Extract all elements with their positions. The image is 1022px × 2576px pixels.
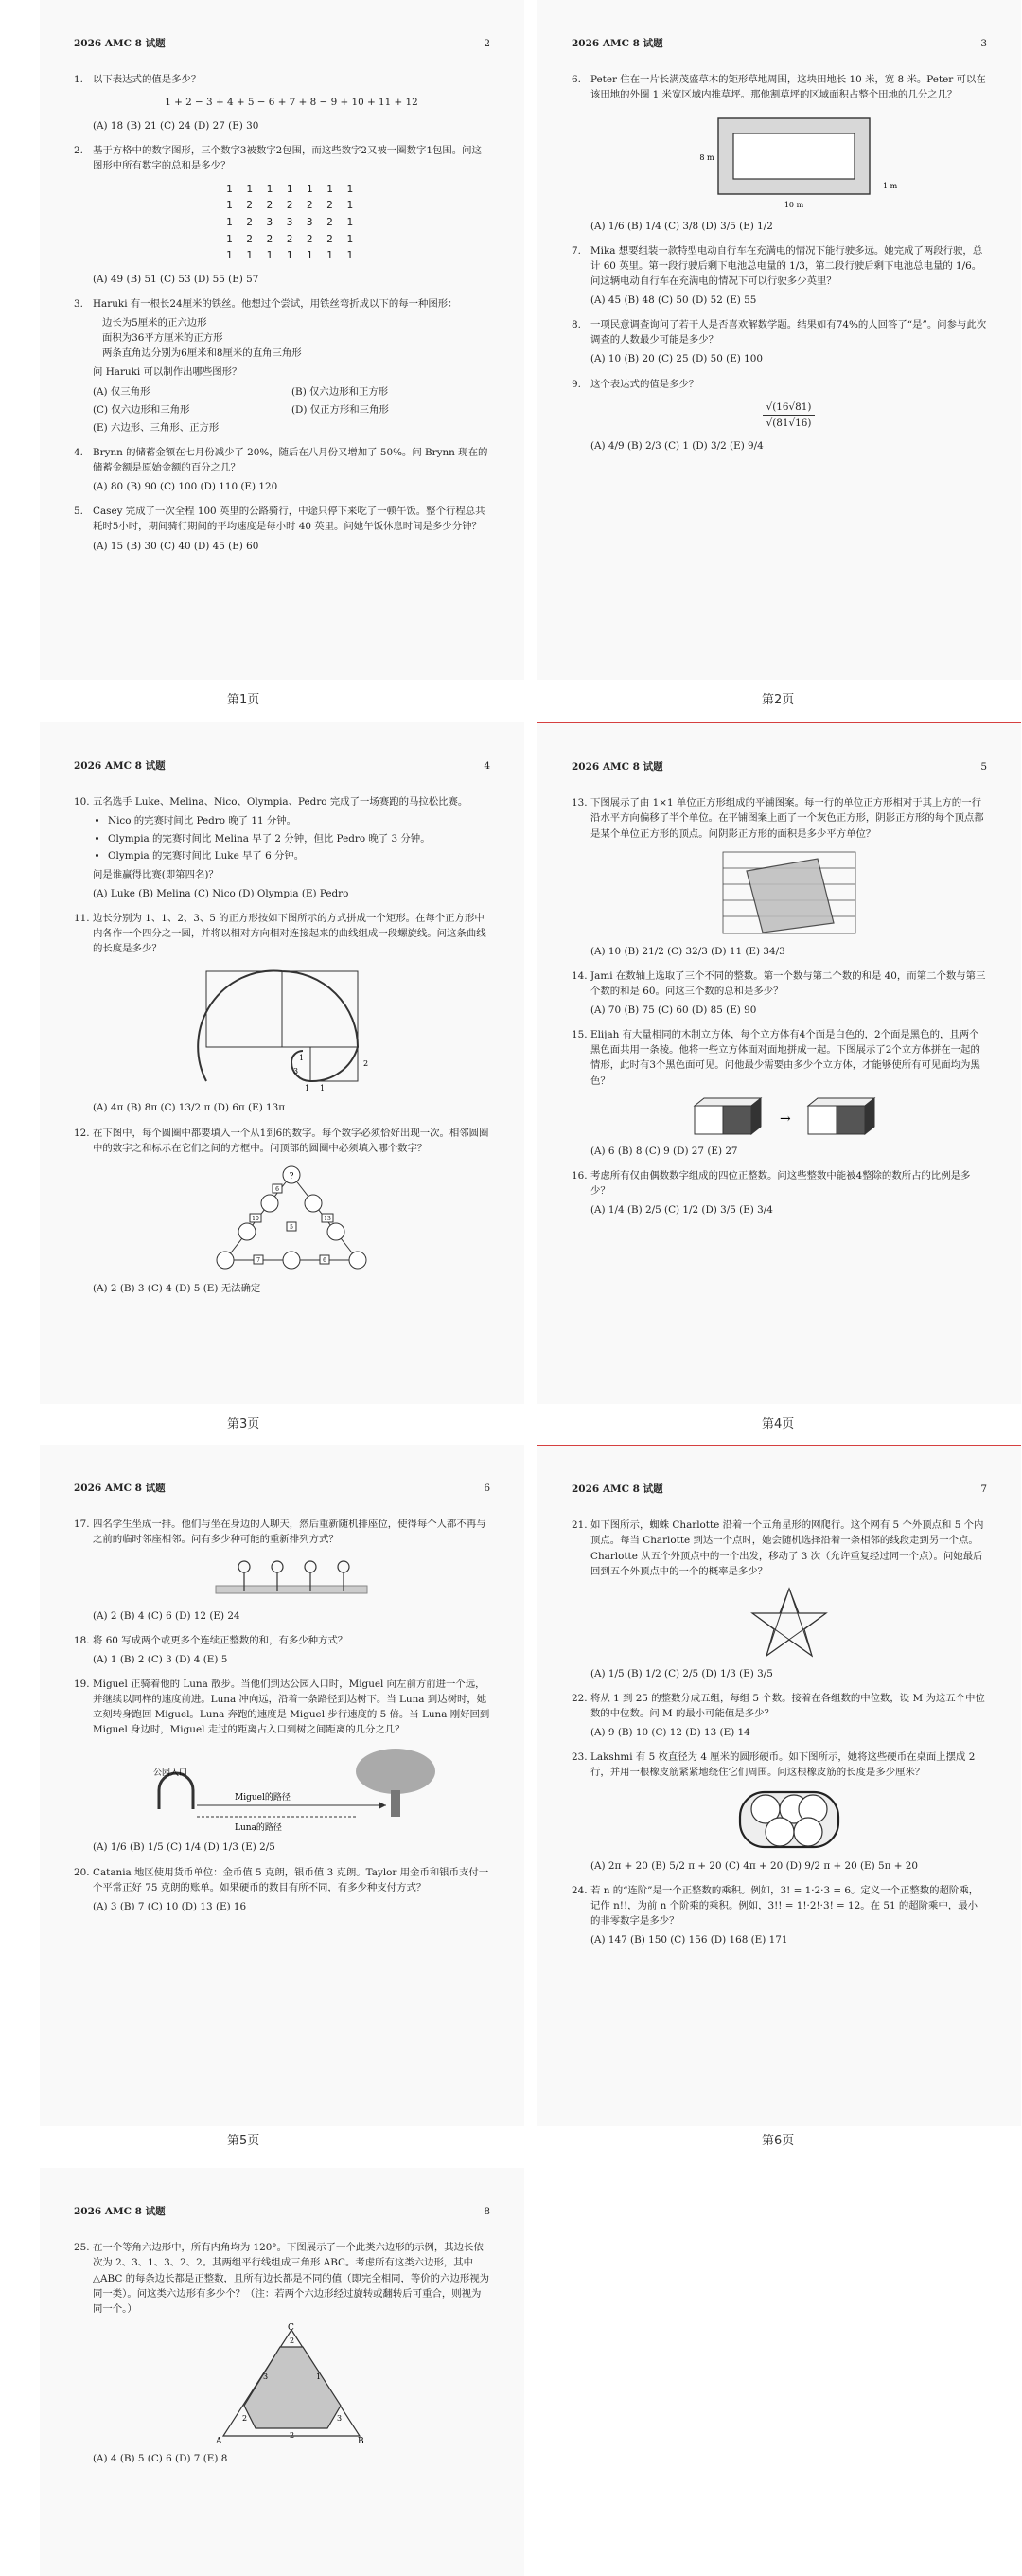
answer-choices: (A) 45 (B) 48 (C) 50 (D) 52 (E) 55	[590, 294, 757, 307]
answer-choices: (A) 3 (B) 7 (C) 10 (D) 13 (E) 16	[93, 1900, 247, 1912]
svg-text:Luna的路径: Luna的路径	[235, 1823, 282, 1834]
page-8	[40, 2168, 524, 2576]
question-9: 9. 这个表达式的值是多少？ √(16√81) √(81√16) (A) 4/9 (B) 2/3 (C) 1 (D) 3/2 (E) 9/4	[572, 377, 987, 454]
question-19: 19. Miguel 正骑着他的 Luna 散步。当他们到达公园入口时，Miguel 向左前方前进一个远，并继续以同样的速度前进。Luna 冲向远，沿着一条路径到达树下。当 Luna 到达树时，她立刻转身跑回 Miguel。Luna 奔跑的速度是 Miguel 步行速度的 5 倍。当 Luna 刚好回到 Miguel 身边时，Miguel 走过的距离占入口到树之间距离的几分之几？ 公园入口 Miguel的路径 Luna的路径 (A) 1/6 (B) 1/5 (C) 1/4 (D) 1/3 (E) 2/5	[74, 1677, 490, 1856]
page-header-title: 2026 AMC 8 试题	[74, 38, 166, 49]
svg-text:1: 1	[299, 1054, 305, 1063]
answer-choices: (A) 147 (B) 150 (C) 156 (D) 168 (E) 171	[590, 1934, 788, 1946]
answer-choices: (A) 1/5 (B) 1/2 (C) 2/5 (D) 1/3 (E) 3/5	[590, 1667, 773, 1679]
page-label: 第4页	[762, 1417, 795, 1431]
page-number: 2	[484, 38, 490, 49]
svg-text:7: 7	[256, 1256, 260, 1264]
cubes-figure	[685, 1094, 893, 1138]
page-5	[537, 722, 1021, 1404]
svg-text:6: 6	[323, 1256, 326, 1264]
page-header-title: 2026 AMC 8 试题	[74, 1483, 166, 1494]
question-25: 25. 在一个等角六边形中，所有内角均为 120°。下图展示了一个此类六边形的示例，其边长依次为 2、3、1、3、2、2。其两组平行线组成三角形 ABC。考虑所有这类六边形，其中 △ABC 的每条边长都是正整数，且所有边长都是不同的值（即完全相同，等价的六边形视为同一类）。问这类六边形有多少个？（注：若两个六边形经过旋转或翻转后可重合，则视为同一个。） C A B 3 2 1 3 2 2 (A) 4 (B) 5 (C) 6 (D) 7 (E) 8	[74, 2240, 490, 2466]
answer-choices: (A) 49 (B) 51 (C) 53 (D) 55 (E) 57	[93, 273, 259, 285]
page-label: 第1页	[227, 693, 260, 707]
question-1: 1. 以下表达式的值是多少？ 1 + 2 − 3 + 4 + 5 − 6 + 7 + 8 − 9 + 10 + 11 + 12 (A) 18 (B) 21 (C) 24 (D) 27 (E) 30	[74, 72, 490, 133]
svg-text:5: 5	[290, 1223, 293, 1231]
question-18: 18. 将 60 写成两个或更多个连续正整数的和，有多少种方式？ (A) 1 (B) 2 (C) 3 (D) 4 (E) 5	[74, 1633, 490, 1667]
svg-text:1: 1	[320, 1084, 326, 1093]
star-web-figure	[747, 1585, 832, 1661]
question-5: 5. Casey 完成了一次全程 100 英里的公路骑行，中途只停下来吃了一顿午饭。整个行程总共耗时5小时，期间骑行期间的平均速度是每小时 40 英里。问她午饭休息时间是多少分钟？ (A) 15 (B) 30 (C) 40 (D) 45 (E) 60	[74, 504, 490, 553]
question-16: 16. 考虑所有仅由偶数数字组成的四位正整数。问这些整数中能被4整除的数所占的比例是多少？ (A) 1/4 (B) 2/5 (C) 1/2 (D) 3/5 (E) 3/4	[572, 1168, 987, 1217]
svg-text:3: 3	[293, 1067, 299, 1076]
page-header-title: 2026 AMC 8 试题	[572, 1483, 663, 1495]
page-number: 8	[484, 2206, 490, 2217]
spiral-figure	[197, 962, 386, 1094]
page-label: 第3页	[227, 1417, 260, 1431]
answer-choices: (A) 2 (B) 3 (C) 4 (D) 5 (E) 无法确定	[93, 1282, 261, 1294]
question-12: 12. 在下图中，每个圆圈中都要填入一个从1到6的数字。每个数字必须恰好出现一次。相邻圆圈中的数字之和标示在它们之间的方框中。问顶部的圆圈中必须填入哪个数字？ ? 6 10 13 7 6 5 (A) 2 (B) 3 (C) 4 (D) 5 (E) 无法确定	[74, 1126, 490, 1296]
page-header-title: 2026 AMC 8 试题	[572, 761, 663, 773]
svg-text:1: 1	[316, 2372, 322, 2381]
answer-choices: (A) 4/9 (B) 2/3 (C) 1 (D) 3/2 (E) 9/4	[590, 439, 764, 452]
answer-choices: (A) 4π (B) 8π (C) 13/2 π (D) 6π (E) 13π	[93, 1102, 286, 1114]
svg-text:2: 2	[363, 1059, 369, 1069]
answer-choices: (A) 仅三角形 (B) 仅六边形和正方形 (C) 仅六边形和三角形 (D) 仅正方形和三角形 (E) 六边形、三角形、正方形	[93, 385, 389, 434]
question-22: 22. 将从 1 到 25 的整数分成五组，每组 5 个数。接着在各组数的中位数，设 M 为这五个中位数的中位数。问 M 的最小可能值是多少？ (A) 9 (B) 10 (C) 12 (D) 13 (E) 14	[572, 1691, 987, 1740]
page-6	[40, 1445, 524, 2126]
page-2	[40, 0, 524, 680]
svg-text:6: 6	[275, 1185, 279, 1193]
svg-text:公园入口: 公园入口	[153, 1768, 188, 1779]
question-10: 10. 五名选手 Luke、Melina、Nico、Olympia、Pedro 完成了一场赛跑的马拉松比赛。 • Nico 的完赛时间比 Pedro 晚了 11 分钟。 • Olympia 的完赛时间比 Melina 早了 2 分钟，但比 Pedro 晚了 3 分钟。 • Olympia 的完赛时间比 Luke 早了 6 分钟。 问是谁赢得比赛(即第四名)？ (A) Luke (B) Melina (C) Nico (D) Olympia (E) Pedro	[74, 794, 490, 901]
svg-text:13: 13	[324, 1215, 331, 1222]
math-expression: 1 + 2 − 3 + 4 + 5 − 6 + 7 + 8 − 9 + 10 + 11 + 12	[165, 97, 418, 109]
question-8: 8. 一项民意调查询问了若干人是否喜欢解数学题。结果如有74%的人回答了“是”。问参与此次调查的人数最少可能是多少？ (A) 10 (B) 20 (C) 25 (D) 50 (E) 100	[572, 317, 987, 366]
question-23: 23. Lakshmi 有 5 枚直径为 4 厘米的圆形硬币。如下图所示，她将这些硬币在桌面上摆成 2 行，并用一根橡皮筋紧紧地绕住它们周围。问这根橡皮筋的长度是多少厘米？ (A) 2π + 20 (B) 5/2 π + 20 (C) 4π + 20 (D) 9/2 π + 20 (E) 5π + 20	[572, 1750, 987, 1873]
svg-text:10: 10	[252, 1215, 259, 1222]
answer-choices: (A) 10 (B) 20 (C) 25 (D) 50 (E) 100	[590, 353, 763, 365]
park-path-figure	[140, 1743, 443, 1834]
brick-tiling-figure	[718, 847, 860, 938]
svg-text:2: 2	[242, 2413, 248, 2423]
svg-text:→: →	[779, 1110, 791, 1127]
question-21: 21. 如下图所示，蜘蛛 Charlotte 沿着一个五角星形的网爬行。这个网有 5 个外顶点和 5 个内顶点。每当 Charlotte 到达一个点时，她会随机选择沿着一条相邻的线段走到另一个点。Charlotte 从五个外顶点中的一个出发，移动了 3 次（允许重复经过同一个点）。问她最后回到五个外顶点中的一个的概率是多少？ (A) 1/5 (B) 1/2 (C) 2/5 (D) 1/3 (E) 3/5	[572, 1518, 987, 1681]
page-label: 第2页	[762, 693, 795, 707]
answer-choices: (A) 15 (B) 30 (C) 40 (D) 45 (E) 60	[93, 540, 259, 552]
page-header-title: 2026 AMC 8 试题	[74, 2206, 166, 2217]
coins-band-figure	[723, 1786, 855, 1853]
page-4	[40, 722, 524, 1404]
question-6: 6. Peter 住在一片长满茂盛草木的矩形草地周围，这块田地长 10 米，宽 8 米。Peter 可以在该田地的外圈 1 米宽区域内推草坪。那他割草坪的区域面积占整个田地的几分之几？ 8 m 10 m 1 m (A) 1/6 (B) 1/4 (C) 3/8 (D) 3/5 (E) 1/2	[572, 72, 987, 233]
question-20: 20. Catania 地区使用货币单位：金币值 5 克朗，银币值 3 克朗。Taylor 用金币和银币支付一个平常正好 75 克朗的账单。如果硬币的数目有所不同，有多少种支付方式？ (A) 3 (B) 7 (C) 10 (D) 13 (E) 16	[74, 1865, 490, 1914]
svg-text:?: ?	[289, 1171, 294, 1181]
fraction-expression: √(16√81) √(81√16)	[590, 400, 987, 431]
svg-text:2: 2	[290, 2430, 295, 2440]
answer-choices: (A) 2π + 20 (B) 5/2 π + 20 (C) 4π + 20 (D) 9/2 π + 20 (E) 5π + 20	[590, 1859, 918, 1872]
svg-text:3: 3	[337, 2413, 343, 2423]
number-grid: 1 1 1 1 1 1 1 1 2 2 2 2 2 1 1 2 3 3 3 2 1 1 2 2 2 2 2 1 1 1 1 1 1 1 1	[225, 182, 358, 262]
answer-choices: (A) 18 (B) 21 (C) 24 (D) 27 (E) 30	[93, 119, 259, 132]
svg-text:3: 3	[263, 2372, 269, 2381]
circle-triangle-figure	[197, 1162, 386, 1275]
page-number: 7	[980, 1483, 987, 1495]
page-3	[537, 0, 1021, 680]
answer-choices: (A) 10 (B) 21/2 (C) 32/3 (D) 11 (E) 34/3	[590, 945, 785, 957]
answer-choices: (A) 2 (B) 4 (C) 6 (D) 12 (E) 24	[93, 1609, 240, 1622]
svg-text:2: 2	[290, 2336, 295, 2345]
svg-text:10 m: 10 m	[784, 200, 803, 209]
question-14: 14. Jami 在数轴上选取了三个不同的整数。第一个数与第二个数的和是 40，而第二个数与第三个数的和是 60。问这三个数的总和是多少？ (A) 70 (B) 75 (C) 60 (D) 85 (E) 90	[572, 968, 987, 1018]
students-bench-figure	[197, 1554, 386, 1603]
answer-choices: (A) 1 (B) 2 (C) 3 (D) 4 (E) 5	[93, 1653, 228, 1665]
page-label: 第6页	[762, 2134, 795, 2148]
question-3: 3. Haruki 有一根长24厘米的铁丝。他想过个尝试，用铁丝弯折成以下的每一种图形： 边长为5厘米的正六边形 面积为36平方厘米的正方形 两条直角边分别为6厘米和8厘米的直角三角形 问 Haruki 可以制作出哪些图形？ (A) 仅三角形 (B) 仅六边形和正方形 (C) 仅六边形和三角形 (D) 仅正方形和三角形 (E) 六边形、三角形、正方形	[74, 296, 490, 435]
svg-text:1: 1	[305, 1084, 310, 1093]
answer-choices: (A) 1/6 (B) 1/4 (C) 3/8 (D) 3/5 (E) 1/2	[590, 220, 773, 232]
question-7: 7. Mika 想要组装一款特型电动自行车在充满电的情况下能行驶多远。她完成了两段行驶，总计 60 英里。第一段行驶后剩下电池总电量的 1/3，第二段行驶后剩下电池总电量的 1/6。问这辆电动自行车在充满电的情况下可以行驶多少英里？ (A) 45 (B) 48 (C) 50 (D) 52 (E) 55	[572, 243, 987, 309]
answer-choices: (A) 9 (B) 10 (C) 12 (D) 13 (E) 14	[590, 1727, 750, 1739]
page-7	[537, 1445, 1021, 2126]
answer-choices: (A) 4 (B) 5 (C) 6 (D) 7 (E) 8	[93, 2452, 228, 2464]
page-number: 5	[980, 761, 987, 773]
question-13: 13. 下图展示了由 1×1 单位正方形组成的平铺图案。每一行的单位正方形相对于其上方的一行沿水平方向偏移了半个单位。在平铺图案上画了一个灰色正方形，阴影正方形的每个顶点都是某个单位正方形的顶点。问阴影正方形的面积是多少平方单位？ (A) 10 (B) 21/2 (C) 32/3 (D) 11 (E) 34/3	[572, 795, 987, 959]
svg-text:1 m: 1 m	[882, 181, 897, 190]
answer-choices: (A) 6 (B) 8 (C) 9 (D) 27 (E) 27	[590, 1145, 738, 1157]
svg-text:C: C	[288, 2322, 294, 2333]
answer-choices: (A) 70 (B) 75 (C) 60 (D) 85 (E) 90	[590, 1004, 757, 1017]
answer-choices: (A) 1/6 (B) 1/5 (C) 1/4 (D) 1/3 (E) 2/5	[93, 1841, 275, 1854]
question-2: 2. 基于方格中的数字图形，三个数字3被数字2包围，而这些数字2又被一圈数字1包围。问这图形中所有数字的总和是多少？ 1 1 1 1 1 1 1 1 2 2 2 2 2 1 1 2 3 3 3 2 1 1 2 2 2 2 2 1 1 1 1 1 1 1 1 (A) 49 (B) 51 (C) 53 (D) 55 (E) 57	[74, 143, 490, 287]
svg-text:A: A	[216, 2436, 222, 2445]
page-header-title: 2026 AMC 8 试题	[572, 38, 663, 49]
question-17: 17. 四名学生坐成一排。他们与坐在身边的人聊天，然后重新随机排座位，使得每个人都不再与之前的临时邻座相邻。问有多少种可能的重新排列方式？ (A) 2 (B) 4 (C) 6 (D) 12 (E) 24	[74, 1517, 490, 1623]
svg-text:8 m: 8 m	[698, 152, 714, 162]
page-header-title: 2026 AMC 8 试题	[74, 760, 166, 772]
question-11: 11. 边长分别为 1、1、2、3、5 的正方形按如下图所示的方式拼成一个矩形。在每个正方形中内各作一个四分之一圆，并将以相对方向相对连接起来的曲线组成一段螺旋线。问这条曲线的长度是多少？ 3 2 1 1 1 (A) 4π (B) 8π (C) 13/2 π (D) 6π (E) 13π	[74, 911, 490, 1116]
svg-text:B: B	[358, 2436, 364, 2445]
question-15: 15. Elijah 有大量相同的木制立方体，每个立方体有4个面是白色的，2个面是黑色的，且两个黑色面共用一条棱。他将一些立方体面对面地拼成一起。下图展示了2个立方体拼在一起的情形，此时有3个黑色面可见。问他最少需要由多少个立方体，才能够使所有可见面均为黑色？ → (A) 6 (B) 8 (C) 9 (D) 27 (E) 27	[572, 1027, 987, 1159]
page-label: 第5页	[227, 2134, 260, 2148]
hexagon-triangle-figure	[216, 2322, 367, 2445]
field-figure	[680, 109, 898, 213]
page-number: 3	[980, 38, 987, 49]
question-24: 24. 若 n 的“连阶”是一个正整数的乘积。例如，3! = 1·2·3 = 6。定义一个正整数的超阶乘，记作 n!!，为前 n 个阶乘的乘积。例如，3!! = 1!·2!·3! = 12。在 51 的超阶乘中，最小的非零数字是多少？ (A) 147 (B) 150 (C) 156 (D) 168 (E) 171	[572, 1883, 987, 1948]
page-number: 4	[484, 760, 490, 772]
answer-choices: (A) 80 (B) 90 (C) 100 (D) 110 (E) 120	[93, 481, 278, 493]
answer-choices: (A) 1/4 (B) 2/5 (C) 1/2 (D) 3/5 (E) 3/4	[590, 1204, 773, 1217]
answer-choices: (A) Luke (B) Melina (C) Nico (D) Olympia (E) Pedro	[93, 887, 349, 899]
question-4: 4. Brynn 的储蓄金额在七月份减少了 20%，随后在八月份又增加了 50%。问 Brynn 现在的储蓄金额是原始金额的百分之几？ (A) 80 (B) 90 (C) 100 (D) 110 (E) 120	[74, 445, 490, 494]
page-number: 6	[484, 1483, 490, 1494]
svg-text:Miguel的路径: Miguel的路径	[235, 1793, 291, 1803]
